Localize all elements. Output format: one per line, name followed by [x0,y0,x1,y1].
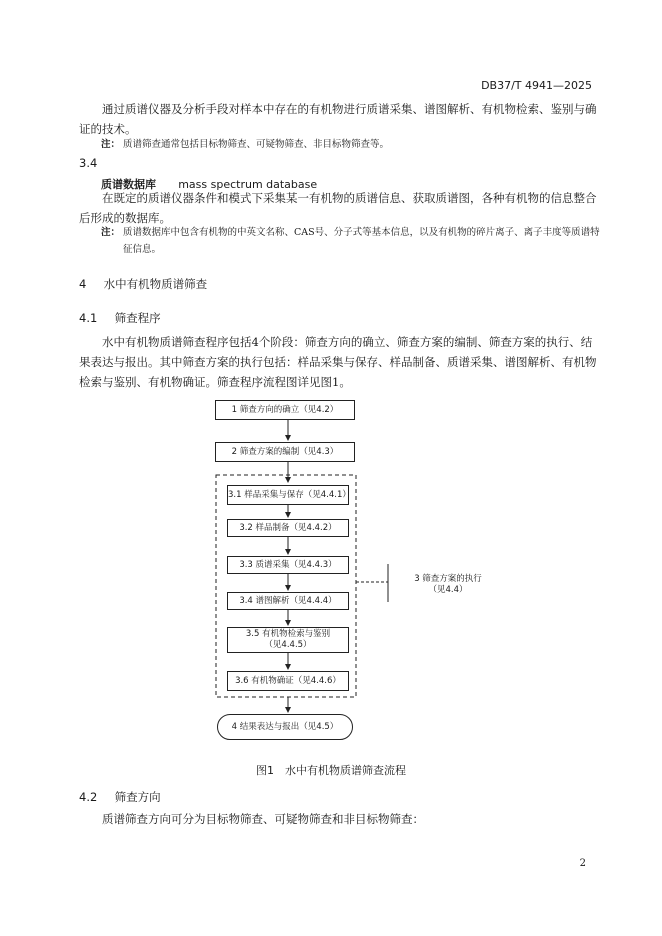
section-title: 水中有机物质谱筛查 [103,277,208,291]
term-english: mass spectrum database [178,178,318,191]
document-id: DB37/T 4941—2025 [481,79,592,92]
term-chinese: 质谱数据库 [101,178,156,191]
figure-caption: 图1 水中有机物质谱筛查流程 [256,764,406,777]
section-4-2-paragraph: 质谱筛查方向可分为目标物筛查、可疑物筛查和非目标物筛查： [102,812,424,826]
section-number: 4.2 [79,790,98,804]
flowchart [200,392,500,752]
page-number: 2 [579,858,586,869]
note-text: 质谱数据库中包含有机物的中英文名称、CAS号、分子式等基本信息，以及有机物的碎片离子、离子丰度等质谱特征信息。 [123,227,600,255]
section-3-4-number: 3.4 [79,156,98,170]
note-target-screening [101,136,611,153]
note-label: 注： [101,139,121,150]
section-title: 筛查方向 [114,790,161,804]
flow-step-3-6: 3.6 有机物确证（见4.4.6） [227,671,349,691]
section-4-1-paragraph: 水中有机物质谱筛查程序包括4个阶段：筛查方向的确立、筛查方案的编制、筛查方案的执行、结果表达与报出。其中筛查方案的执行包括：样品采集与保存、样品制备、质谱采集、谱图解析、有机物检索与鉴别、有机物确证。筛查程序流程图详见图1。 [79,335,597,389]
flow-step-3-5-line2: （见4.4.5） [264,640,312,650]
term-definition: 在既定的质谱仪器条件和模式下采集某一有机物的质谱信息、获取质谱图，各种有机物的信息整合后形成的数据库。 [79,191,597,225]
note-database [101,224,611,258]
section-number: 4 [79,277,87,291]
section-4-2-heading [79,789,161,805]
intro-paragraph: 通过质谱仪器及分析手段对样本中存在的有机物进行质谱采集、谱图解析、有机物检索、鉴别与确证的技术。 [79,102,597,136]
flow-step-3-1: 3.1 样品采集与保存（见4.4.1） [227,485,349,505]
flow-step-3-4: 3.4 谱图解析（见4.4.4） [227,592,349,610]
section-4-1-heading [79,310,161,326]
flow-step-3-5-line1: 3.5 有机物检索与鉴别 [245,629,331,639]
section-number: 4.1 [79,311,98,325]
section-4-heading [79,276,207,292]
execution-group-border [216,475,356,697]
section-title: 筛查程序 [114,311,161,325]
flow-step-1: 1 筛查方向的确立（见4.2） [215,400,355,420]
note-label: 注： [101,227,121,238]
flow-step-3-2: 3.2 样品制备（见4.4.2） [227,519,349,537]
execution-group-label-line2: （见4.4） [428,585,468,595]
note-text: 质谱筛查通常包括目标物筛查、可疑物筛查、非目标物筛查等。 [123,139,390,150]
execution-group-label-line1: 3 筛查方案的执行 [414,574,482,584]
flow-step-4: 4 结果表达与报出（见4.5） [217,714,353,740]
flow-step-2: 2 筛查方案的编制（见4.3） [215,442,355,462]
execution-group-label [396,574,500,596]
flow-step-3-3: 3.3 质谱采集（见4.4.3） [227,556,349,574]
flow-step-3-5 [227,627,349,653]
